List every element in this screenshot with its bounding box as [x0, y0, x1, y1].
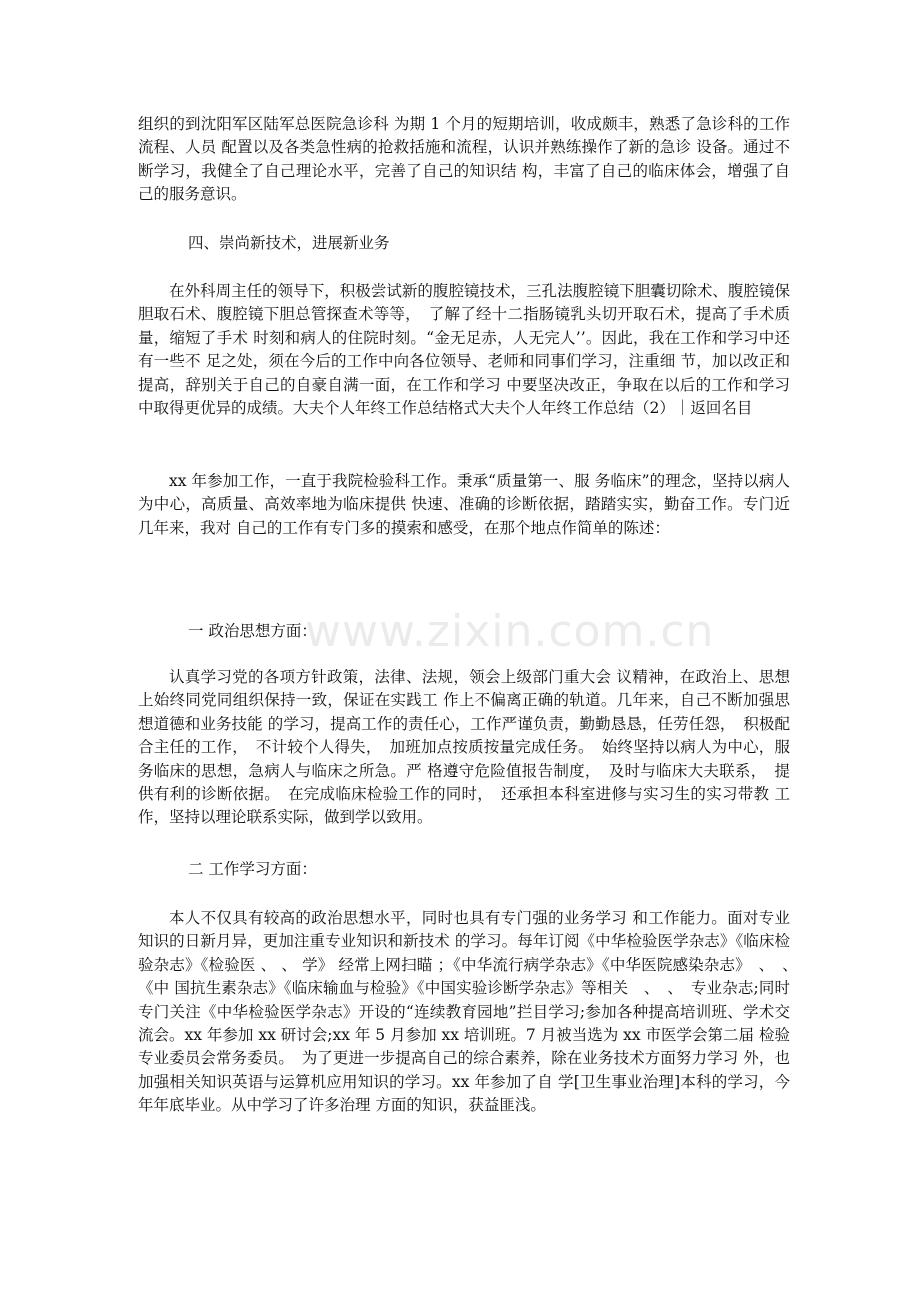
section-heading-politics: 一 政治思想方面：	[188, 622, 317, 640]
paragraph-training: 组织的到沈阳军区陆军总医院急诊科 为期 1 个月的短期培训，收成颇丰，熟悉了急诊科的工作流程、人员 配置以及各类急性病的抢救括施和流程，认识并熟练操作了新的急诊 设备。通过不断学习，我健全了自己理论水平，完善了自己的知识结 构，丰富了自己的临床体会，增强了自己的服务意识。	[138, 115, 790, 204]
paragraph-work-study: 本人不仅具有较高的政治思想水平，同时也具有专门强的业务学习 和工作能力。面对专业知识的日新月异，更加注重专业知识和新技术 的学习。每年订阅《中华检验医学杂志》《临床检验杂志》《检验医 、 、 学》 经常上网扫瞄 ；《中华流行病学杂志》《中华医院感染杂志》 、 、 《中 国抗生素杂志》《临床输血与检验》《中国实验诊断学杂志》等相关 、 、 专业杂志;同时专门关注《中华检验医学杂志》开设的“连续教育园地”拦目学习;参加各种提高培训班、学术交流会。xx 年参加 xx 研讨会;xx 年 5 月参加 xx 培训班。7 月被当选为 xx 市医学会第二届 检验专业委员会常务委员。 为了更进一步提高自己的综合素养，除在业务技术方面努力学习 外，也加强相关知识英语与运算机应用知识的学习。xx 年参加了自 学[卫生事业治理]本科的学习，今年年底毕业。从中学习了许多治理 方面的知识，获益匪浅。	[138, 909, 806, 1115]
watermark: www.zixin.com.cn	[305, 606, 715, 657]
paragraph-politics: 认真学习党的各项方针政策，法律、法规，领会上级部门重大会 议精神，在政治上、思想上始终同党同组织保持一致，保证在实践工 作上不偏离正确的轨道。几年来，自己不断加强思想道德和业务技能 的学习，提高工作的责任心，工作严谨负责，勤勤恳恳，任劳任怨， 积极配合主任的工作， 不计较个人得失， 加班加点按质按量完成任务。 始终坚持以病人为中心，服务临床的思想，急病人与临床之所急。严 格遵守危险值报告制度， 及时与临床大夫联系， 提供有利的诊断依据。 在完成临床检验工作的同时， 还承担本科室进修与实习生的实习带教 工作，坚持以理论联系实际，做到学以致用。	[138, 668, 790, 827]
section-heading-new-tech: 四、崇尚新技术，进展新业务	[188, 234, 390, 252]
paragraph-lab-intro: xx 年参加工作，一直于我院检验科工作。秉承“质量第一、服 务临床”的理念，坚持以病人为中心，高质量、高效率地为临床提供 快速、准确的诊断依据，踏踏实实，勤奋工作。专门近几年来，我对 自己的工作有专门多的摸索和感受，在那个地点作简单的陈述：	[138, 472, 790, 537]
paragraph-new-tech: 在外科周主任的领导下，积极尝试新的腹腔镜技术，三孔法腹腔镜下胆囊切除术、腹腔镜保胆取石术、腹腔镜下胆总管探查术等等， 了解了经十二指肠镜乳头切开取石术，提高了手术质量，缩短了手术 时刻和病人的住院时刻。“金无足赤，人无完人’’。因此，我在工作和学习中还有一些不 足之处，须在今后的工作中向各位领导、老师和同事们学习，注重细 节，加以改正和提高，辞别关于自己的自豪自满一面，在工作和学习 中要坚决改正，争取在以后的工作和学习中取得更优异的成绩。大夫个人年终工作总结格式大夫个人年终工作总结（2）｜返回名目	[138, 282, 790, 418]
section-heading-work-study: 二 工作学习方面：	[188, 860, 317, 878]
